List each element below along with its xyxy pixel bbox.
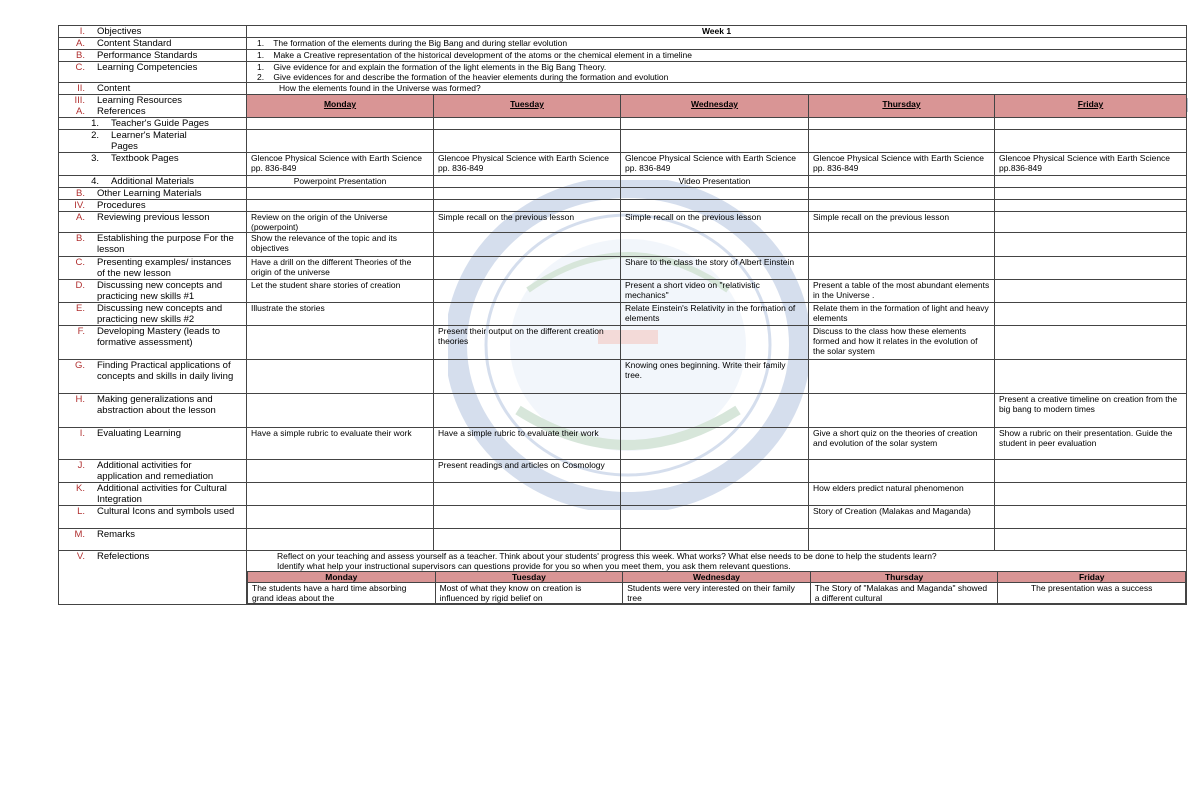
- procedure-cell-friday: [995, 460, 1187, 483]
- procedure-cell-thursday: Story of Creation (Malakas and Maganda): [809, 506, 995, 529]
- procedure-cell-thursday: Relate them in the formation of light and heavy elements: [809, 303, 995, 326]
- procedure-row: [59, 280, 1187, 303]
- learning-resources-label: III. Learning Resources A. References: [59, 95, 247, 118]
- procedure-cell-thursday: How elders predict natural phenomenon: [809, 483, 995, 506]
- day-header-monday: Monday: [247, 95, 434, 118]
- day-header-thursday: Thursday: [809, 95, 995, 118]
- procedure-cell-tuesday: Have a simple rubric to evaluate their work: [434, 428, 621, 460]
- procedure-cell-monday: Illustrate the stories: [247, 303, 434, 326]
- reflection-prompts: [247, 551, 1186, 571]
- procedure-cell-wednesday: [621, 233, 809, 257]
- procedure-row: [59, 506, 1187, 529]
- reflections-label: V. Refelections: [59, 551, 247, 605]
- procedure-cell-tuesday: [434, 506, 621, 529]
- reflection-prompt-1: Reflect on your teaching and assess yourself as a teacher. Think about your students' progress this week. What works? What else needs to be done to help the students learn?: [277, 551, 937, 561]
- procedure-cell-wednesday: Relate Einstein's Relativity in the formation of elements: [621, 303, 809, 326]
- procedure-row: [59, 257, 1187, 280]
- reflection-day-tuesday: Tuesday: [435, 572, 623, 583]
- procedure-cell-wednesday: [621, 506, 809, 529]
- procedures-label: IV. Procedures: [59, 200, 247, 212]
- dll-table: [58, 25, 1187, 605]
- procedure-row: [59, 303, 1187, 326]
- reflections-panel: [247, 551, 1187, 605]
- performance-standards-value: 1. Make a Creative representation of the historical development of the atoms or the chemical element in a timeline: [247, 50, 1187, 62]
- procedure-cell-friday: [995, 360, 1187, 394]
- procedure-cell-wednesday: Share to the class the story of Albert Einstein: [621, 257, 809, 280]
- additional-wednesday: Video Presentation: [621, 176, 809, 188]
- reflection-grid: [247, 571, 1186, 604]
- content-standard-label: A. Content Standard: [59, 38, 247, 50]
- procedures-row: [59, 200, 1187, 212]
- procedure-row: [59, 360, 1187, 394]
- procedure-cell-thursday: Simple recall on the previous lesson: [809, 212, 995, 233]
- reflection-tuesday: Most of what they know on creation is influenced by rigid belief on: [435, 583, 623, 604]
- procedure-cell-tuesday: [434, 394, 621, 428]
- procedure-label: A. Reviewing previous lesson: [59, 212, 247, 233]
- procedure-label: M. Remarks: [59, 529, 247, 551]
- learning-competencies-value: 1. Give evidence for and explain the formation of the light elements in the Big Bang Theory. 2. Give evidences for and describe the formation of the heavier elements during the formation and evolution: [247, 62, 1187, 83]
- objectives-label: I. Objectives: [59, 26, 247, 38]
- textbook-row: [59, 153, 1187, 176]
- learning-competencies-label: C. Learning Competencies: [59, 62, 247, 83]
- procedure-label: H. Making generalizations and abstraction about the lesson: [59, 394, 247, 428]
- reflection-friday: The presentation was a success: [998, 583, 1186, 604]
- procedure-cell-friday: [995, 326, 1187, 360]
- procedure-cell-wednesday: [621, 529, 809, 551]
- procedure-label: K. Additional activities for Cultural Integration: [59, 483, 247, 506]
- procedure-cell-tuesday: [434, 360, 621, 394]
- procedure-cell-thursday: [809, 394, 995, 428]
- procedure-cell-friday: [995, 212, 1187, 233]
- procedure-cell-tuesday: Present their output on the different creation theories: [434, 326, 621, 360]
- learners-material-row: [59, 130, 1187, 153]
- procedure-cell-thursday: Discuss to the class how these elements formed and how it relates in the evolution of the solar system: [809, 326, 995, 360]
- reflection-day-friday: Friday: [998, 572, 1186, 583]
- procedure-cell-thursday: [809, 233, 995, 257]
- procedure-cell-thursday: [809, 257, 995, 280]
- procedure-cell-thursday: Present a table of the most abundant elements in the Universe .: [809, 280, 995, 303]
- textbook-thursday: Glencoe Physical Science with Earth Science pp. 836-849: [809, 153, 995, 176]
- textbook-tuesday: Glencoe Physical Science with Earth Science pp. 836-849: [434, 153, 621, 176]
- procedure-cell-wednesday: [621, 428, 809, 460]
- procedure-cell-monday: [247, 460, 434, 483]
- procedure-cell-friday: Show a rubric on their presentation. Guide the student in peer evaluation: [995, 428, 1187, 460]
- procedure-cell-friday: [995, 257, 1187, 280]
- procedure-cell-friday: [995, 529, 1187, 551]
- other-materials-label: B. Other Learning Materials: [59, 188, 247, 200]
- procedure-cell-thursday: [809, 529, 995, 551]
- procedure-label: L. Cultural Icons and symbols used: [59, 506, 247, 529]
- procedure-cell-tuesday: Present readings and articles on Cosmology: [434, 460, 621, 483]
- procedure-cell-monday: Have a simple rubric to evaluate their work: [247, 428, 434, 460]
- additional-friday: [995, 176, 1187, 188]
- reflections-row: [59, 551, 1187, 605]
- procedure-row: [59, 212, 1187, 233]
- procedure-cell-tuesday: [434, 483, 621, 506]
- procedure-cell-tuesday: Simple recall on the previous lesson: [434, 212, 621, 233]
- procedure-cell-monday: Let the student share stories of creation: [247, 280, 434, 303]
- procedure-cell-friday: [995, 233, 1187, 257]
- procedure-cell-monday: [247, 506, 434, 529]
- content-standard-value: 1. The formation of the elements during the Big Bang and during stellar evolution: [247, 38, 1187, 50]
- procedure-cell-friday: [995, 303, 1187, 326]
- procedure-row: [59, 483, 1187, 506]
- procedure-cell-wednesday: [621, 460, 809, 483]
- content-value: How the elements found in the Universe was formed?: [247, 83, 1187, 95]
- procedure-label: J. Additional activities for application and remediation: [59, 460, 247, 483]
- procedure-cell-friday: Present a creative timeline on creation from the big bang to modern times: [995, 394, 1187, 428]
- procedure-cell-thursday: [809, 360, 995, 394]
- procedure-cell-monday: [247, 326, 434, 360]
- additional-monday: Powerpoint Presentation: [247, 176, 434, 188]
- performance-standards-row: [59, 50, 1187, 62]
- procedure-cell-wednesday: Simple recall on the previous lesson: [621, 212, 809, 233]
- day-header-friday: Friday: [995, 95, 1187, 118]
- procedure-cell-monday: [247, 360, 434, 394]
- procedure-label: I. Evaluating Learning: [59, 428, 247, 460]
- learners-material-label: 2. Learner's Material Pages: [59, 130, 247, 153]
- procedure-cell-tuesday: [434, 257, 621, 280]
- procedure-row: [59, 394, 1187, 428]
- week-title: Week 1: [247, 26, 1187, 38]
- additional-materials-label: 4. Additional Materials: [59, 176, 247, 188]
- procedure-cell-wednesday: Knowing ones beginning. Write their family tree.: [621, 360, 809, 394]
- learning-competencies-row: [59, 62, 1187, 83]
- procedure-row: [59, 428, 1187, 460]
- procedure-label: C. Presenting examples/ instances of the new lesson: [59, 257, 247, 280]
- reflection-thursday: The Story of "Malakas and Maganda" showed a different cultural: [810, 583, 998, 604]
- content-label: II. Content: [59, 83, 247, 95]
- other-materials-row: [59, 188, 1187, 200]
- procedure-cell-tuesday: [434, 280, 621, 303]
- procedure-label: D. Discussing new concepts and practicing new skills #1: [59, 280, 247, 303]
- content-standard-row: [59, 38, 1187, 50]
- textbook-label: 3. Textbook Pages: [59, 153, 247, 176]
- textbook-friday: Glencoe Physical Science with Earth Science pp.836-849: [995, 153, 1187, 176]
- procedure-cell-monday: Have a drill on the different Theories of the origin of the universe: [247, 257, 434, 280]
- procedure-cell-thursday: Give a short quiz on the theories of creation and evolution of the solar system: [809, 428, 995, 460]
- procedure-cell-thursday: [809, 460, 995, 483]
- day-header-tuesday: Tuesday: [434, 95, 621, 118]
- procedure-cell-monday: Show the relevance of the topic and its objectives: [247, 233, 434, 257]
- procedure-cell-monday: [247, 483, 434, 506]
- day-header-wednesday: Wednesday: [621, 95, 809, 118]
- teachers-guide-label: 1. Teacher's Guide Pages: [59, 118, 247, 130]
- content-row: [59, 83, 1187, 95]
- textbook-monday: Glencoe Physical Science with Earth Science pp. 836-849: [247, 153, 434, 176]
- procedure-cell-monday: [247, 394, 434, 428]
- teachers-guide-row: [59, 118, 1187, 130]
- procedure-row: [59, 460, 1187, 483]
- procedure-cell-friday: [995, 506, 1187, 529]
- textbook-wednesday: Glencoe Physical Science with Earth Science pp. 836-849: [621, 153, 809, 176]
- procedure-label: G. Finding Practical applications of concepts and skills in daily living: [59, 360, 247, 394]
- procedure-cell-friday: [995, 280, 1187, 303]
- reflection-prompt-2: Identify what help your instructional supervisors can questions provide for you so when you meet them, you ask them relevant questions.: [277, 561, 791, 571]
- procedure-rows: [59, 212, 1187, 551]
- procedure-cell-wednesday: [621, 326, 809, 360]
- procedure-cell-wednesday: [621, 483, 809, 506]
- reflection-day-monday: Monday: [248, 572, 436, 583]
- objectives-row: [59, 26, 1187, 38]
- additional-materials-row: [59, 176, 1187, 188]
- procedure-row: [59, 529, 1187, 551]
- procedure-cell-tuesday: [434, 233, 621, 257]
- additional-tuesday: [434, 176, 621, 188]
- learning-resources-row: [59, 95, 1187, 118]
- procedure-cell-monday: [247, 529, 434, 551]
- procedure-cell-wednesday: Present a short video on "relativistic mechanics": [621, 280, 809, 303]
- procedure-cell-tuesday: [434, 529, 621, 551]
- procedure-cell-monday: Review on the origin of the Universe (powerpoint): [247, 212, 434, 233]
- performance-standards-label: B. Performance Standards: [59, 50, 247, 62]
- procedure-row: [59, 326, 1187, 360]
- reflection-monday: The students have a hard time absorbing grand ideas about the: [248, 583, 436, 604]
- reflection-day-wednesday: Wednesday: [623, 572, 811, 583]
- procedure-label: F. Developing Mastery (leads to formative assessment): [59, 326, 247, 360]
- procedure-cell-wednesday: [621, 394, 809, 428]
- reflection-wednesday: Students were very interested on their family tree: [623, 583, 811, 604]
- additional-thursday: [809, 176, 995, 188]
- procedure-label: E. Discussing new concepts and practicing new skills #2: [59, 303, 247, 326]
- procedure-row: [59, 233, 1187, 257]
- reflection-day-thursday: Thursday: [810, 572, 998, 583]
- procedure-label: B. Establishing the purpose For the lesson: [59, 233, 247, 257]
- procedure-cell-friday: [995, 483, 1187, 506]
- procedure-cell-tuesday: [434, 303, 621, 326]
